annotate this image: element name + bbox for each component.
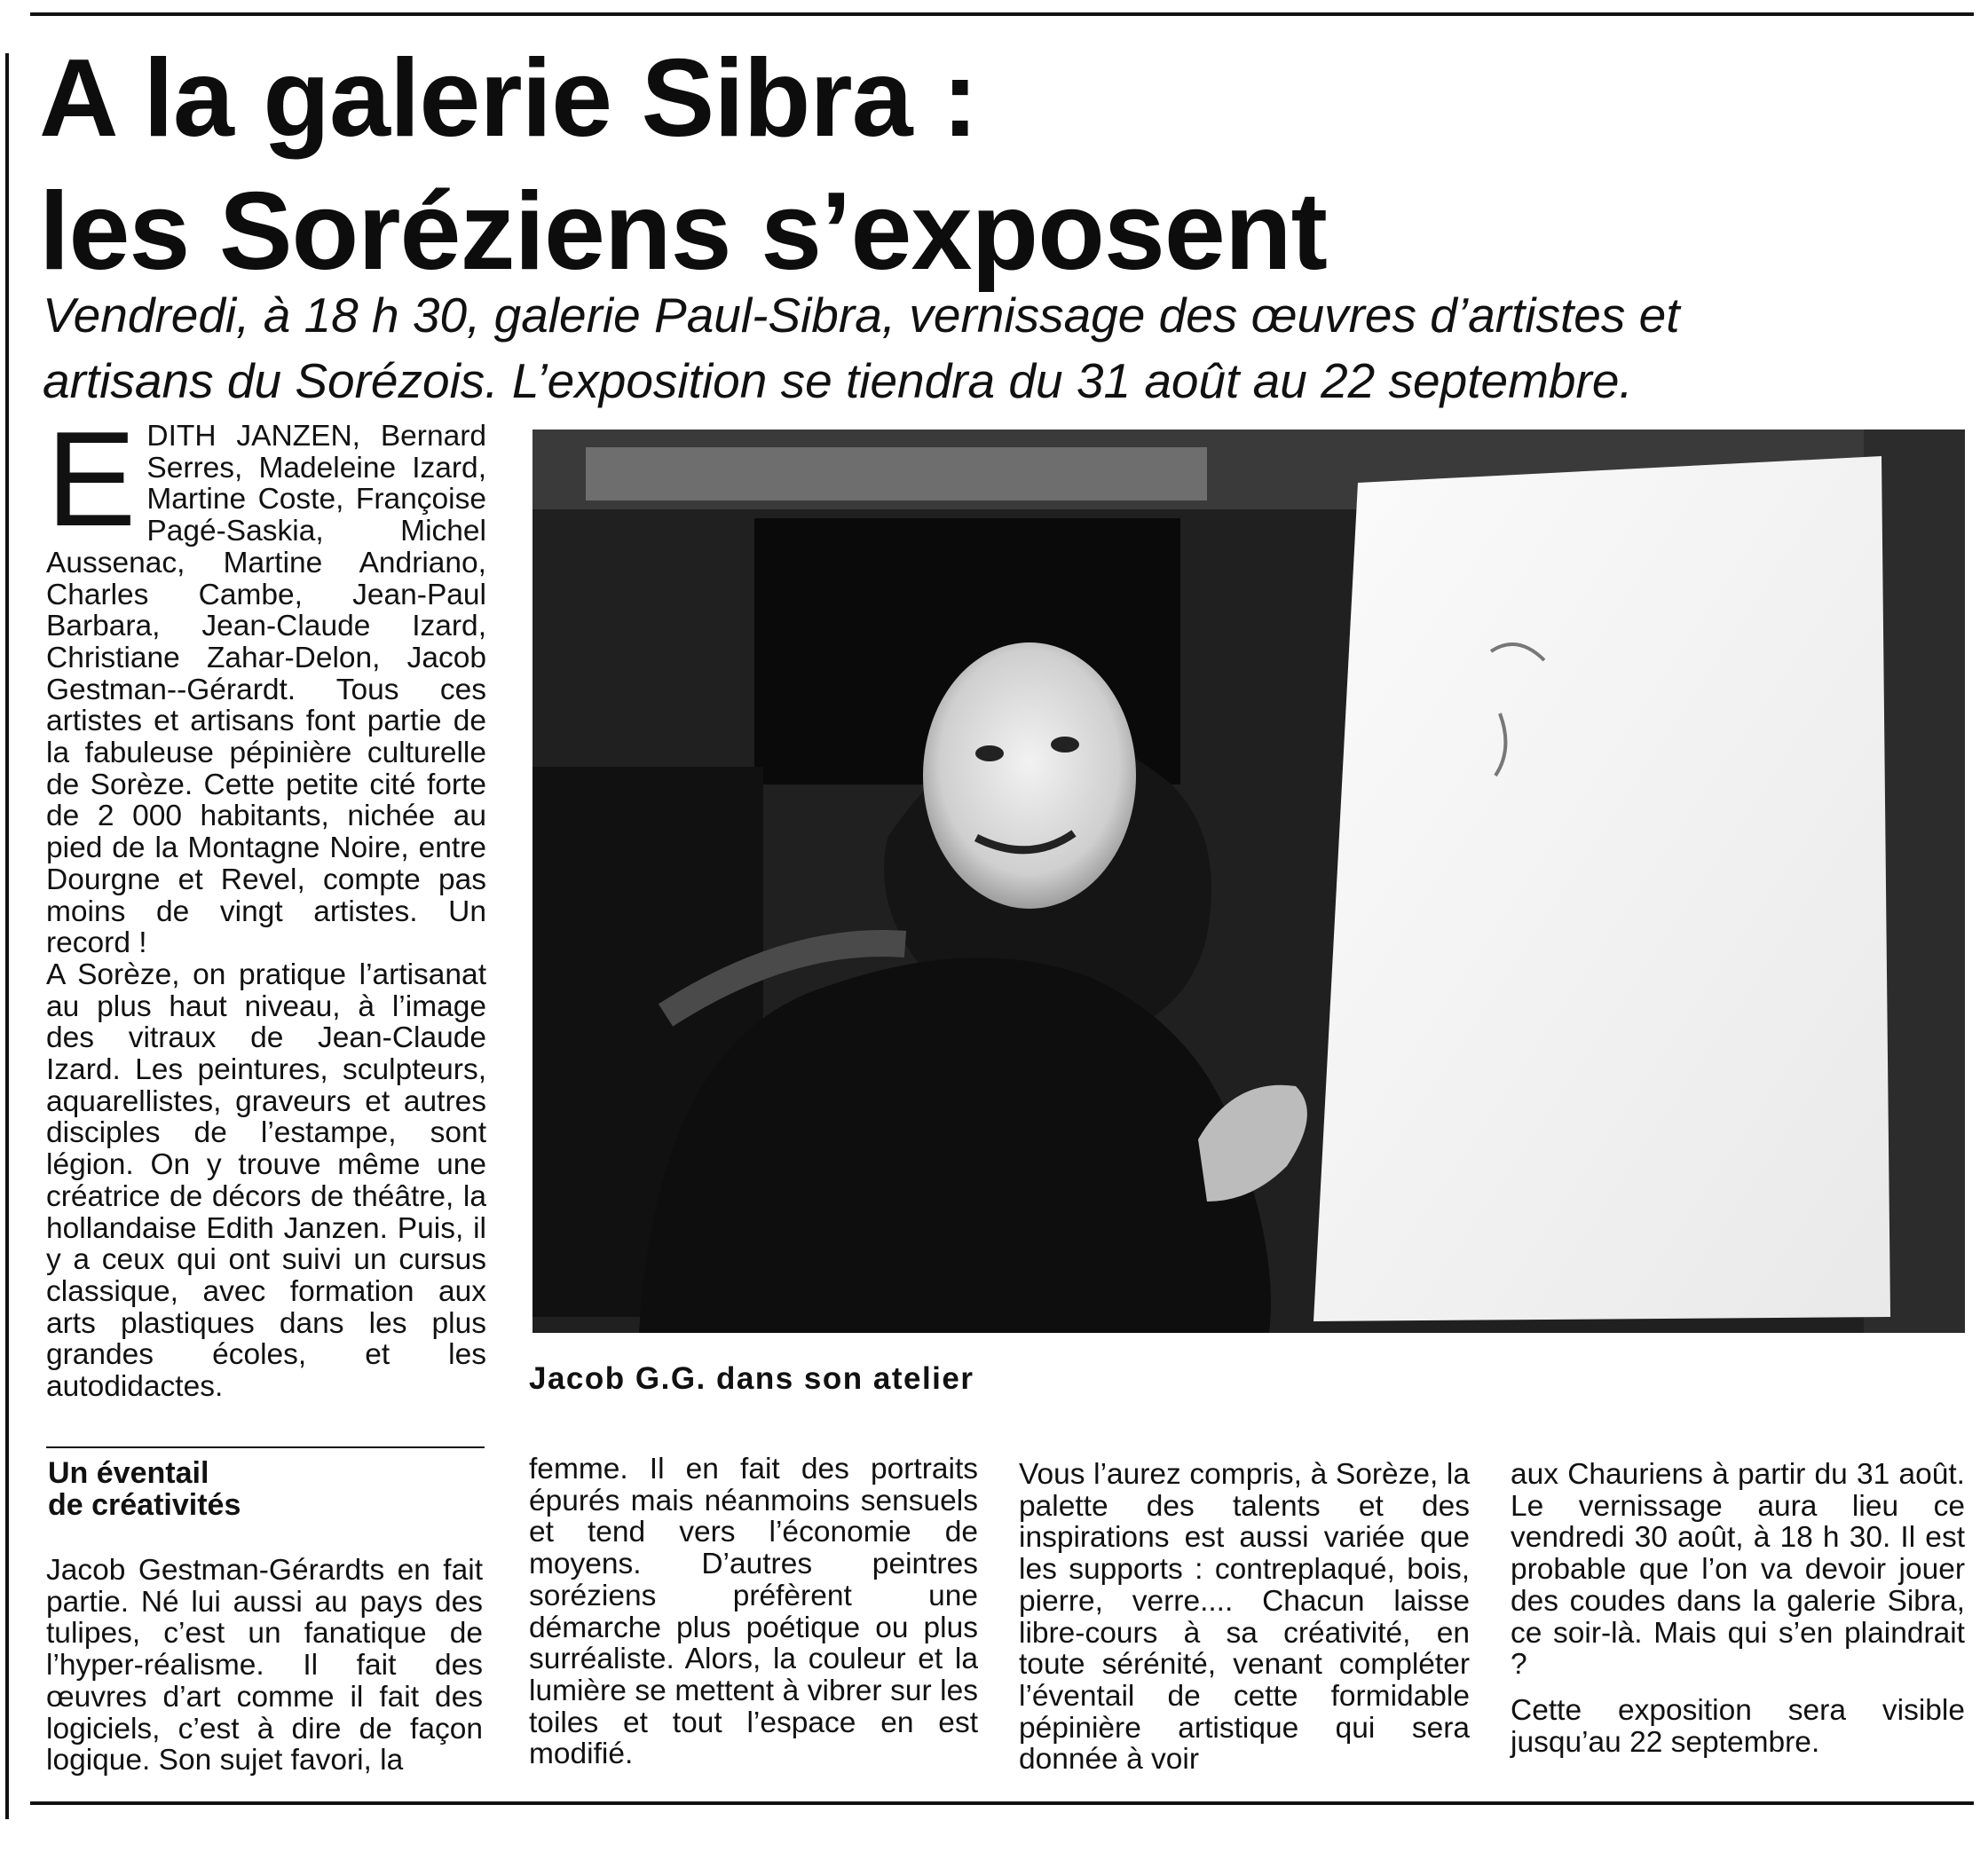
lead-paragraph-1: DITH JANZEN, Bernard Serres, Madeleine Izard, Martine Coste, Françoise Pagé-Saskia, Michel Aussenac, Martine Andriano, Charles Cambe, Jean-Paul Barbara, Jean-Claude Izard, Christiane Zahar-Delon, Jacob Gestman--Gérardt. Tous ces artistes et artisans font partie de la fabuleuse pépinière culturelle de Sorèze. Cette petite cité forte de 2 000 habitants, nichée au pied de la Montagne Noire, entre Dourgne et Revel, compte pas moins de vingt artistes. Un record ! (46, 420, 486, 960)
deck (43, 282, 1968, 414)
deck-line-1: Vendredi, à 18 h 30, galerie Paul-Sibra, vernissage des œuvres d’artistes et (43, 288, 1680, 343)
body-column-3 (1019, 1459, 1470, 1776)
lead-column (46, 404, 486, 1404)
lead-paragraph-2: A Sorèze, on pratique l’artisanat au plus haut niveau, à l’image des vitraux de Jean-Claude Izard. Les peintures, sculpteurs, aquarellistes, graveurs et autres disciples de l’estampe, sont légion. On y trouve même une créatrice de décors de théâtre, la hollandaise Edith Janzen. Puis, il y a ceux qui ont suivi un cursus classique, avec formation aux arts plastiques dans les plus grandes écoles, et les autodidactes. (46, 958, 486, 1404)
top-rule (30, 12, 1974, 16)
headline (39, 32, 1956, 298)
headline-line-2: les Soréziens s’exposent (39, 170, 1327, 293)
column-2-text: femme. Il en fait des portraits épurés mais néanmoins sensuels et tend vers l’économie de moyens. D’autres peintres soréziens préfèrent une démarche plus poétique ou plus surréaliste. Alors, la couleur et la lumière se mettent à vibrer sur les toiles et tout l’espace en est modifié. (529, 1453, 978, 1771)
body-column-2 (529, 1454, 978, 1770)
column-3-text: Vous l’aurez compris, à Sorèze, la palette des talents et des inspirations est aussi variée que les supports : contreplaqué, bois, pierre, verre.... Chacun laisse libre-cours à sa créativité, en toute sérénité, venant compléter l’éventail de cette formidable pépinière artistique qui sera donnée à voir (1019, 1458, 1470, 1777)
body-column-4 (1511, 1459, 1965, 1758)
column-4-paragraph-2: Cette exposition sera visible jusqu’au 22 septembre. (1511, 1693, 1965, 1759)
subhead-line-2: de créativités (48, 1488, 241, 1522)
drop-cap: E (46, 404, 137, 555)
photo-illustration (532, 430, 1965, 1333)
column-1-text: Jacob Gestman-Gérardts en fait partie. Né lui aussi au pays des tulipes, c’est un fanatique de l’hyper-réalisme. Il fait des œuvres d’art comme il fait des logiciels, c’est à dire de façon logique. Son sujet favori, la (46, 1554, 483, 1777)
section-subhead (48, 1457, 474, 1521)
body-column-1 (46, 1555, 483, 1777)
column-4-paragraph-1: aux Chauriens à partir du 31 août. Le vernissage aura lieu ce vendredi 30 août, à 18 h 30. Il est probable que l’on va devoir jouer des coudes dans la galerie Sibra, ce soir-là. Mais qui s’en plaindrait ? (1511, 1458, 1965, 1682)
photo-caption: Jacob G.G. dans son atelier (529, 1361, 974, 1396)
subhead-line-1: Un éventail (48, 1456, 209, 1490)
deck-line-2: artisans du Sorézois. L’exposition se tiendra du 31 août au 22 septembre. (43, 353, 1633, 408)
left-rule (5, 53, 9, 1819)
artist-photo (532, 430, 1965, 1333)
headline-line-1: A la galerie Sibra : (39, 37, 978, 160)
bottom-rule (30, 1801, 1974, 1805)
section-rule (46, 1446, 485, 1448)
